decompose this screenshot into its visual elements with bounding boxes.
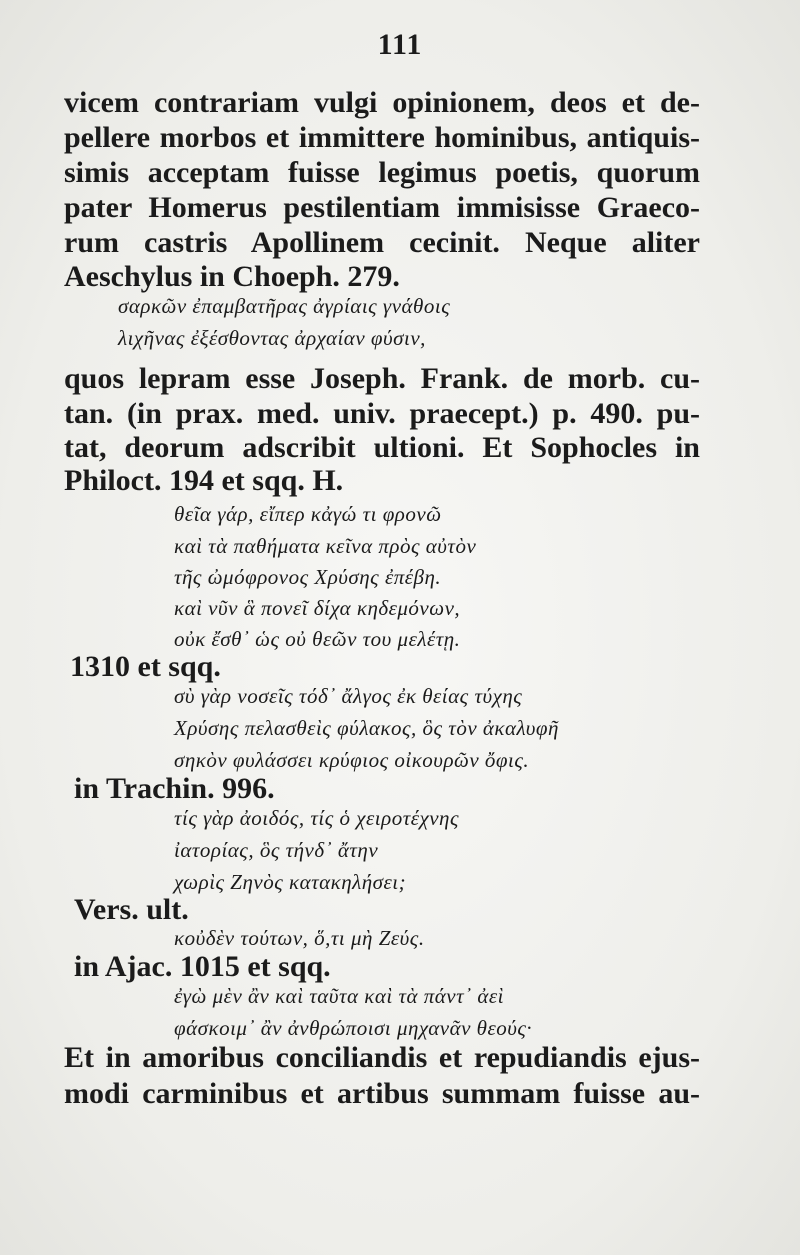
text-line: tat, deorum adscribit ultioni. Et Sophocles in bbox=[64, 431, 700, 464]
citation-line: 1310 et sqq. bbox=[70, 650, 221, 683]
text-line: quos lepram esse Joseph. Frank. de morb. cu- bbox=[64, 362, 700, 395]
text-line: Aeschylus in Choeph. 279. bbox=[64, 260, 400, 293]
text-line: modi carminibus et artibus summam fuisse au- bbox=[64, 1077, 700, 1110]
greek-verse: ἰατορίας, ὃς τήνδ᾽ ἄτην bbox=[174, 838, 379, 862]
text-line: Et in amoribus conciliandis et repudiandis ejus- bbox=[64, 1041, 700, 1074]
greek-verse: καὶ τὰ παθήματα κεῖνα πρὸς αὐτὸν bbox=[174, 534, 477, 558]
citation-line: in Ajac. 1015 et sqq. bbox=[74, 950, 331, 983]
greek-verse: ἐγὼ μὲν ἂν καὶ ταῦτα καὶ τὰ πάντ᾽ ἀεὶ bbox=[174, 984, 504, 1008]
page-number: 111 bbox=[377, 28, 423, 61]
text-line: vicem contrariam vulgi opinionem, deos et de- bbox=[64, 86, 700, 119]
text-line: pellere morbos et immittere hominibus, antiquis- bbox=[64, 121, 700, 154]
text-line: pater Homerus pestilentiam immisisse Graeco- bbox=[64, 191, 700, 224]
text-line: simis acceptam fuisse legimus poetis, quorum bbox=[64, 156, 700, 189]
greek-verse: σαρκῶν ἐπαμβατῆρας ἀγρίαις γνάθοις bbox=[118, 294, 451, 318]
greek-verse: λιχῆνας ἐξέσθοντας ἀρχαίαν φύσιν, bbox=[118, 326, 426, 350]
text-line: rum castris Apollinem cecinit. Neque aliter bbox=[64, 226, 700, 259]
citation-line: Vers. ult. bbox=[74, 893, 189, 926]
greek-verse: οὐκ ἔσθ᾽ ὡς οὐ θεῶν του μελέτῃ. bbox=[174, 627, 461, 651]
greek-verse: φάσκοιμ᾽ ἂν ἀνθρώποισι μηχανᾶν θεούς· bbox=[174, 1016, 533, 1040]
greek-verse: χωρὶς Ζηνὸς κατακηλήσει; bbox=[174, 870, 407, 894]
greek-verse: σὺ γὰρ νοσεῖς τόδ᾽ ἄλγος ἐκ θείας τύχης bbox=[174, 684, 523, 708]
greek-verse: θεῖα γάρ, εἴπερ κἀγώ τι φρονῶ bbox=[174, 502, 442, 526]
greek-verse: κοὐδὲν τούτων, ὅ,τι μὴ Ζεύς. bbox=[174, 926, 425, 950]
greek-verse: τῆς ὠμόφρονος Χρύσης ἐπέβη. bbox=[174, 565, 442, 589]
text-line: tan. (in prax. med. univ. praecept.) p. 490. pu- bbox=[64, 397, 700, 430]
text-line: Philoct. 194 et sqq. H. bbox=[64, 464, 344, 497]
greek-verse: καὶ νῦν ἃ πονεῖ δίχα κηδεμόνων, bbox=[174, 596, 461, 620]
greek-verse: τίς γὰρ ἀοιδός, τίς ὁ χειροτέχνης bbox=[174, 806, 459, 830]
citation-line: in Trachin. 996. bbox=[74, 772, 275, 805]
greek-verse: Χρύσης πελασθεὶς φύλακος, ὃς τὸν ἀκαλυφῆ bbox=[174, 716, 559, 740]
greek-verse: σηκὸν φυλάσσει κρύφιος οἰκουρῶν ὄφις. bbox=[174, 748, 530, 772]
